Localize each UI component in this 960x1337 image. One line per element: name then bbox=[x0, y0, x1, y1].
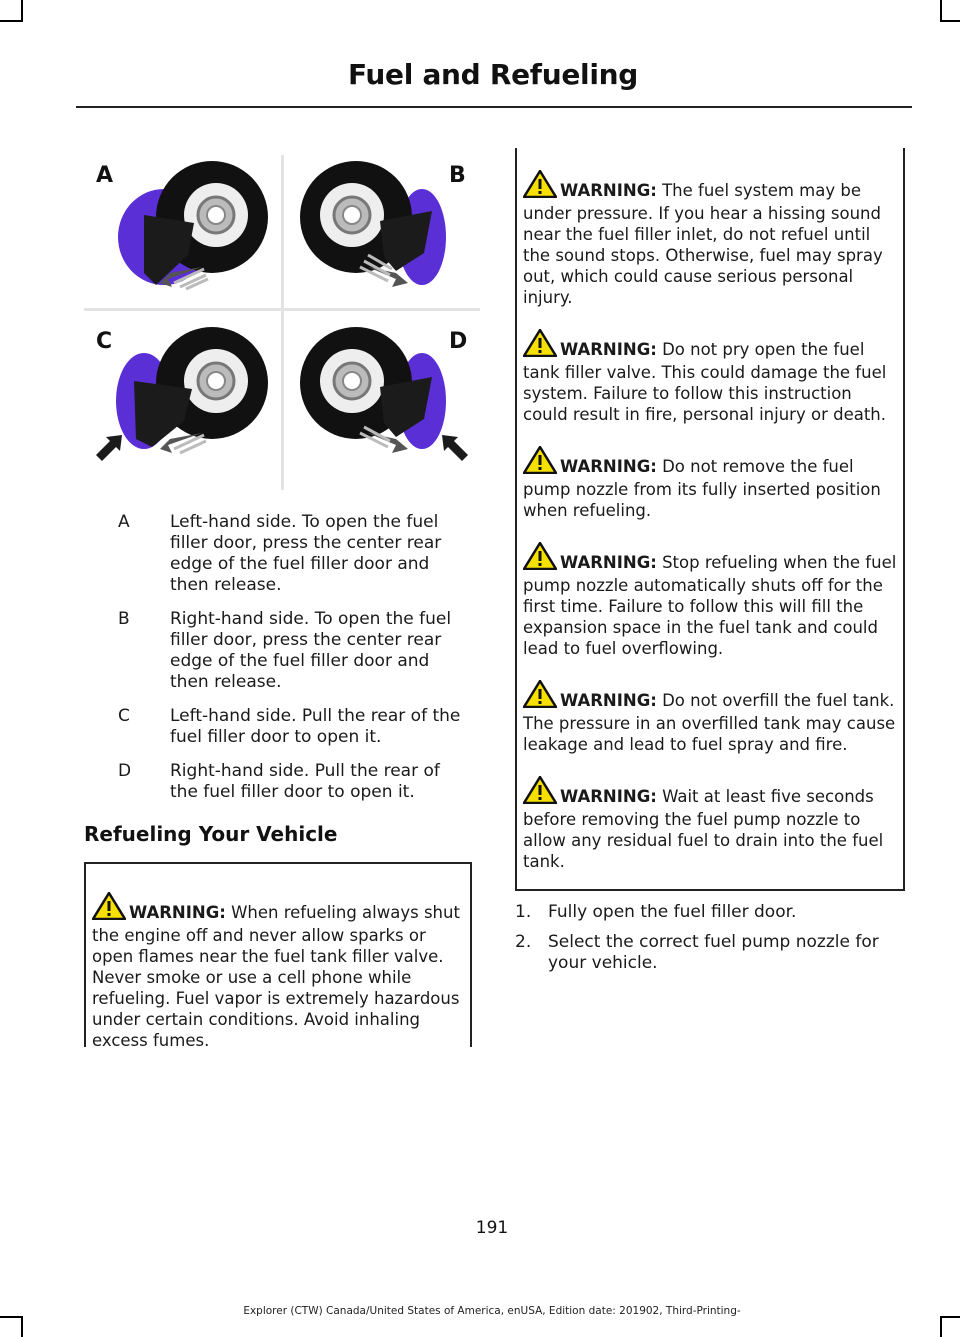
crop-mark bbox=[940, 20, 960, 22]
warning-text: Do not overfill the fuel tank. The pressure in an overfilled tank may cause leakage and lead to fuel spray and fire. bbox=[523, 691, 896, 754]
quadrant-d bbox=[284, 311, 480, 464]
warning-label: WARNING: bbox=[560, 553, 657, 572]
warning-label: WARNING: bbox=[560, 457, 657, 476]
legend-text: Right-hand side. To open the fuel filler door, press the center rear edge of the fuel filler door and then release. bbox=[170, 609, 452, 692]
step-text: Select the correct fuel pump nozzle for your vehicle. bbox=[548, 932, 879, 973]
page-footer: Explorer (CTW) Canada/United States of America, enUSA, Edition date: 201902, Third-Printing- bbox=[243, 1305, 741, 1317]
fuel-cap-illustration bbox=[84, 311, 280, 464]
section-title: Refueling Your Vehicle bbox=[84, 822, 338, 846]
warning-text: Stop refueling when the fuel pump nozzle automatically shuts off for the first time. Failure to follow this will fill the expansion space in the fuel tank and could lead to fuel overflowing. bbox=[523, 553, 897, 658]
quadrant-letter: A bbox=[96, 163, 114, 188]
legend-text: Left-hand side. Pull the rear of the fuel filler door to open it. bbox=[170, 706, 461, 747]
crop-mark bbox=[21, 1316, 23, 1337]
step-number: 2. bbox=[515, 932, 532, 952]
warning-item bbox=[523, 329, 897, 425]
warning-item bbox=[523, 170, 897, 308]
crop-mark bbox=[0, 20, 22, 22]
legend-text: Left-hand side. To open the fuel filler door, press the center rear edge of the fuel filler door and then release. bbox=[170, 512, 442, 595]
legend-text: Right-hand side. Pull the rear of the fuel filler door to open it. bbox=[170, 761, 440, 802]
warning-item bbox=[523, 542, 897, 659]
legend-key: B bbox=[118, 609, 130, 629]
warning-text: Do not pry open the fuel tank filler valve. This could damage the fuel system. Failure to follow this instruction could result in fire, personal injury or death. bbox=[523, 340, 887, 424]
fuel-cap-illustration bbox=[84, 155, 280, 308]
header-rule bbox=[76, 106, 912, 108]
legend-key: A bbox=[118, 512, 130, 532]
crop-mark bbox=[940, 0, 942, 22]
warning-triangle-icon bbox=[523, 170, 557, 203]
quadrant-a bbox=[84, 155, 280, 308]
steps-list bbox=[515, 902, 910, 983]
warning-item bbox=[92, 892, 464, 1051]
quadrant-c bbox=[84, 311, 280, 464]
step-item bbox=[515, 902, 910, 923]
warning-triangle-icon bbox=[523, 329, 557, 362]
warning-box bbox=[515, 148, 905, 891]
legend-key: D bbox=[118, 761, 132, 781]
warning-item bbox=[523, 446, 897, 521]
legend-item bbox=[118, 761, 472, 803]
warning-text: The fuel system may be under pressure. If you hear a hissing sound near the fuel filler inlet, do not refuel until the sound stops. Otherwise, fuel may spray out, which could cause serious personal injury. bbox=[523, 181, 883, 307]
warning-label: WARNING: bbox=[560, 787, 657, 806]
warning-item bbox=[523, 680, 897, 755]
crop-mark bbox=[21, 0, 23, 22]
fuel-door-figure bbox=[84, 155, 480, 490]
warning-label: WARNING: bbox=[560, 340, 657, 359]
step-text: Fully open the fuel filler door. bbox=[548, 902, 797, 922]
warning-text: Do not remove the fuel pump nozzle from its fully inserted position when refueling. bbox=[523, 457, 881, 520]
warning-label: WARNING: bbox=[560, 691, 657, 710]
crop-mark bbox=[940, 1316, 942, 1337]
figure-legend bbox=[118, 512, 472, 816]
step-number: 1. bbox=[515, 902, 532, 922]
quadrant-b bbox=[284, 155, 480, 308]
step-item bbox=[515, 932, 910, 974]
fuel-cap-illustration bbox=[284, 155, 480, 308]
quadrant-letter: B bbox=[449, 163, 466, 188]
warning-label: WARNING: bbox=[129, 903, 226, 922]
warning-triangle-icon bbox=[523, 446, 557, 479]
quadrant-letter: D bbox=[449, 329, 468, 354]
legend-item bbox=[118, 512, 472, 596]
warning-triangle-icon bbox=[523, 680, 557, 713]
legend-item bbox=[118, 609, 472, 693]
warning-box bbox=[84, 862, 472, 1050]
warning-text: Wait at least five seconds before removing the fuel pump nozzle to allow any residual fuel to drain into the fuel tank. bbox=[523, 787, 884, 871]
warning-text: When refueling always shut the engine off and never allow sparks or open flames near the fuel tank filler valve. Never smoke or use a cell phone while refueling. Fuel vapor is extremely hazardous under certain conditions. Avoid inhaling excess fumes. bbox=[92, 903, 460, 1050]
page-number: 191 bbox=[475, 1218, 509, 1238]
warning-triangle-icon bbox=[523, 542, 557, 575]
fuel-cap-illustration bbox=[284, 311, 480, 464]
warning-triangle-icon bbox=[92, 892, 126, 925]
warning-label: WARNING: bbox=[560, 181, 657, 200]
legend-key: C bbox=[118, 706, 130, 726]
legend-item bbox=[118, 706, 472, 748]
page-header-title: Fuel and Refueling bbox=[347, 58, 638, 91]
warning-item bbox=[523, 776, 897, 872]
warning-triangle-icon bbox=[523, 776, 557, 809]
quadrant-letter: C bbox=[96, 329, 113, 354]
